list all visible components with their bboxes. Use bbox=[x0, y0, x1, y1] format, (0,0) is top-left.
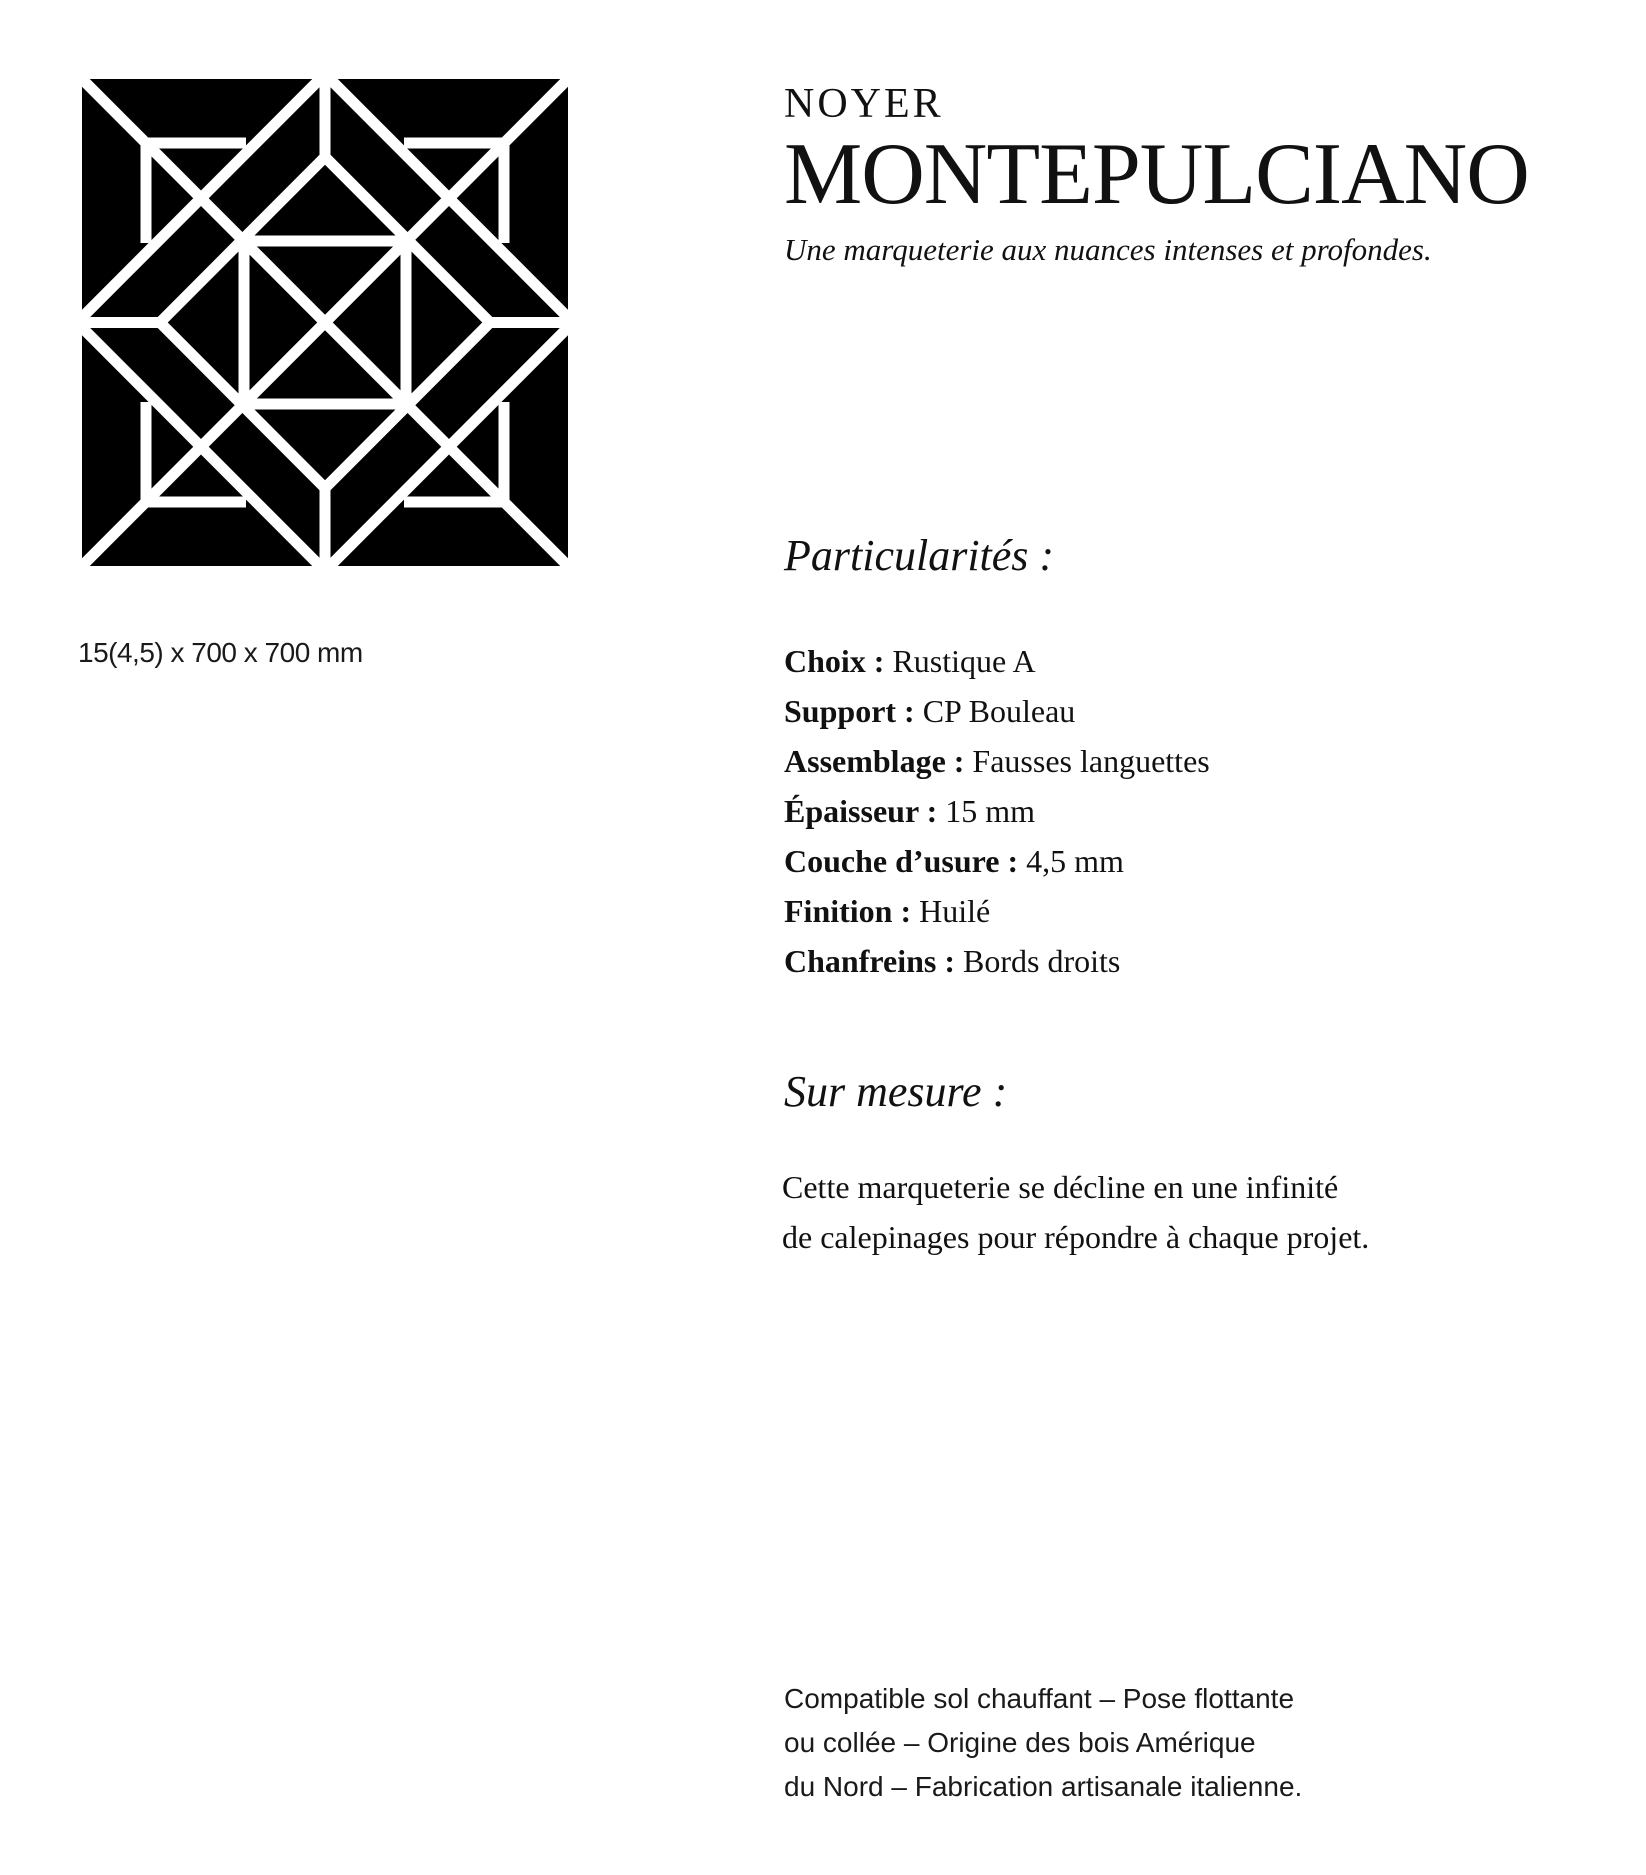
footer-line: du Nord – Fabrication artisanale italienne. bbox=[784, 1771, 1303, 1802]
spec-item-chanfreins bbox=[784, 936, 1210, 986]
spec-label: Support : bbox=[784, 693, 915, 729]
spec-value: Fausses languettes bbox=[972, 743, 1210, 779]
custom-heading: Sur mesure : bbox=[784, 1067, 1008, 1116]
spec-item-assemblage bbox=[784, 736, 1210, 786]
spec-label: Couche d’usure : bbox=[784, 843, 1019, 879]
dimensions-label: 15(4,5) x 700 x 700 mm bbox=[78, 637, 363, 668]
spec-label: Épaisseur : bbox=[784, 793, 938, 829]
spec-label: Assemblage : bbox=[784, 743, 965, 779]
spec-value: Huilé bbox=[919, 893, 991, 929]
spec-item-finition bbox=[784, 886, 1210, 936]
spec-item-support bbox=[784, 686, 1210, 736]
spec-label: Chanfreins : bbox=[784, 943, 955, 979]
product-header bbox=[784, 78, 1604, 272]
spec-label: Finition : bbox=[784, 893, 912, 929]
spec-value: Bords droits bbox=[962, 943, 1121, 979]
custom-line: de calepinages pour répondre à chaque projet. bbox=[782, 1219, 1370, 1255]
product-title: MONTEPULCIANO bbox=[784, 126, 1529, 223]
product-tagline: Une marqueterie aux nuances intenses et profondes. bbox=[784, 232, 1432, 267]
footer-line: Compatible sol chauffant – Pose flottante bbox=[784, 1683, 1295, 1714]
spec-value: 4,5 mm bbox=[1026, 843, 1124, 879]
marquetry-tile-pattern-icon bbox=[77, 74, 573, 571]
spec-item-choix bbox=[784, 636, 1210, 686]
footer-note bbox=[784, 1677, 1484, 1809]
species-label: NOYER bbox=[784, 81, 944, 127]
custom-line: Cette marqueterie se décline en une infinité bbox=[782, 1169, 1339, 1205]
spec-list bbox=[784, 636, 1210, 986]
footer-line: ou collée – Origine des bois Amérique bbox=[784, 1727, 1256, 1758]
spec-item-epaisseur bbox=[784, 786, 1210, 836]
spec-value: 15 mm bbox=[945, 793, 1035, 829]
spec-value: CP Bouleau bbox=[922, 693, 1076, 729]
features-heading: Particularités : bbox=[784, 531, 1055, 580]
spec-item-couche-usure bbox=[784, 836, 1210, 886]
custom-description bbox=[782, 1162, 1482, 1262]
spec-label: Choix : bbox=[784, 643, 885, 679]
spec-value: Rustique A bbox=[892, 643, 1036, 679]
